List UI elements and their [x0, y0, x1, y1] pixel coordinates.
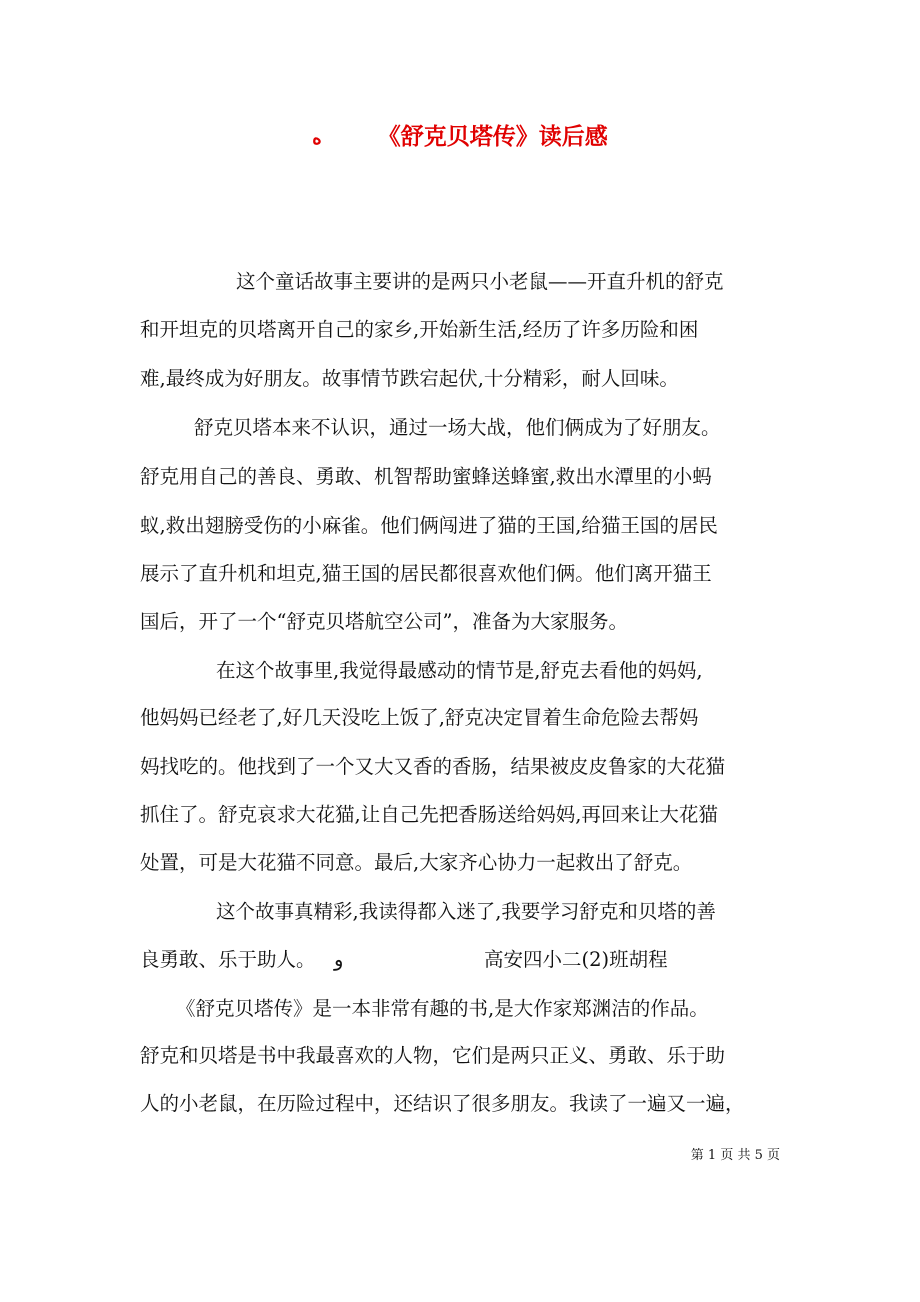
- inline-mark: و: [334, 948, 344, 971]
- paragraph-line: 《舒克贝塔传》是一本非常有趣的书,是大作家郑渊洁的作品。: [176, 997, 709, 1020]
- paragraph-line: 良勇敢、乐于助人。: [140, 948, 316, 971]
- paragraph-line: 和开坦克的贝塔离开自己的家乡,开始新生活,经历了许多历险和困: [140, 318, 699, 341]
- paragraph-line: 展示了直升机和坦克,猫王国的居民都很喜欢他们俩。他们离开猫王: [140, 562, 712, 585]
- paragraph-line: 国后，开了一个“舒克贝塔航空公司”，准备为大家服务。: [140, 610, 628, 633]
- paragraph-line: 舒克和贝塔是书中我最喜欢的人物，它们是两只正义、勇敢、乐于助: [140, 1044, 726, 1067]
- paragraph-line: 抓住了。舒克哀求大花猫,让自己先把香肠送给妈妈,再回来让大花猫: [140, 803, 718, 826]
- paragraph-line: 人的小老鼠，在历险过程中，还结识了很多朋友。我读了一遍又一遍，: [140, 1092, 745, 1115]
- paragraph-line: 难,最终成为好朋友。故事情节跌宕起伏,十分精彩，耐人回味。: [140, 367, 679, 390]
- paragraph-line: 妈找吃的。他找到了一个又大又香的香肠，结果被皮皮鲁家的大花猫: [140, 755, 726, 778]
- title-text: 《舒克贝塔传》读后感: [377, 123, 608, 150]
- document-title: [0, 118, 920, 151]
- title-mark: ﻩ: [312, 128, 322, 149]
- paragraph-line: 蚁,救出翅膀受伤的小麻雀。他们俩闯进了猫的王国,给猫王国的居民: [140, 514, 718, 537]
- author-signature: 高安四小二(2)班胡程: [484, 948, 668, 971]
- paragraph-line: 处置，可是大花猫不同意。最后,大家齐心协力一起救出了舒克。: [140, 851, 693, 874]
- page-number-footer: 第 1 页 共 5 页: [690, 1148, 780, 1163]
- paragraph-line: 这个童话故事主要讲的是两只小老鼠——开直升机的舒克: [236, 270, 724, 293]
- paragraph-line: 他妈妈已经老了,好几天没吃上饭了,舒克决定冒着生命危险去帮妈: [140, 706, 699, 729]
- paragraph-line: 舒克贝塔本来不认识，通过一场大战，他们俩成为了好朋友。: [194, 416, 721, 439]
- paragraph-line: 在这个故事里,我觉得最感动的情节是,舒克去看他的妈妈,: [216, 659, 703, 682]
- paragraph-line: 舒克用自己的善良、勇敢、机智帮助蜜蜂送蜂蜜,救出水潭里的小蚂: [140, 465, 712, 488]
- paragraph-line: 这个故事真精彩,我读得都入迷了,我要学习舒克和贝塔的善: [216, 900, 716, 923]
